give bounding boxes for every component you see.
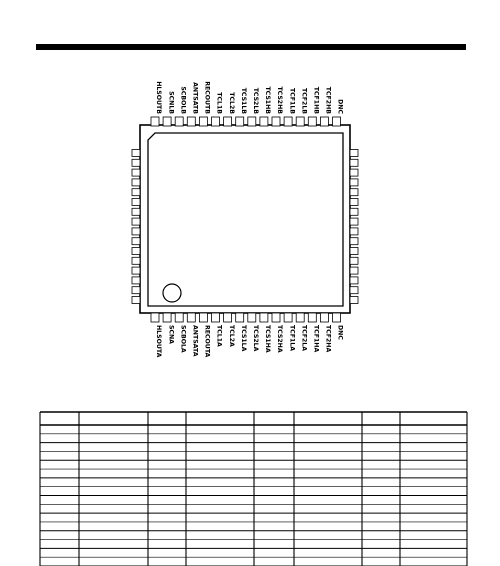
bottom-pin-row	[151, 313, 344, 358]
top-pin	[224, 117, 232, 126]
bottom-pin	[199, 313, 207, 322]
bottom-pin-label: TCF1LA	[288, 325, 296, 352]
bottom-pin-label: TCS1HA	[264, 325, 272, 353]
top-pin-label: TCF1HB	[312, 86, 320, 114]
bottom-pin-label: HLSOUTA	[155, 325, 163, 358]
left-pin	[132, 287, 140, 294]
top-pin-label: TCS1HB	[264, 86, 272, 114]
bottom-pin	[272, 313, 280, 322]
left-pin	[132, 248, 140, 255]
bottom-pin-label: SCBOLA	[179, 325, 187, 353]
left-pin	[132, 179, 140, 186]
bottom-pin-label: TCS1LA	[239, 325, 247, 352]
bottom-pin-label: TCF2LA	[300, 325, 308, 352]
right-pin	[350, 159, 358, 166]
top-pin	[199, 117, 207, 126]
bottom-pin	[320, 313, 328, 322]
bottom-pin	[284, 313, 292, 322]
left-pin-column	[132, 150, 140, 304]
top-pin-row	[151, 81, 344, 126]
bottom-pin-label: TCS2LA	[252, 325, 259, 352]
bottom-pin	[151, 313, 159, 322]
bottom-pin	[236, 313, 244, 322]
chip-body	[140, 125, 350, 313]
top-pin-label: TCS1LB	[239, 87, 247, 114]
bottom-pin	[224, 313, 232, 322]
top-pin	[151, 117, 159, 126]
bottom-pin-label: TCF1HA	[312, 325, 320, 353]
bottom-pin-label: SCNA	[167, 325, 175, 344]
left-pin	[132, 228, 140, 235]
right-pin	[350, 218, 358, 225]
top-pin-label: TCF2HB	[324, 86, 332, 114]
left-pin	[132, 277, 140, 284]
top-pin-label: SCBOLB	[179, 86, 187, 114]
top-pin	[308, 117, 316, 126]
top-pin-label: HLSOUTB	[155, 81, 163, 114]
right-pin	[350, 277, 358, 284]
bottom-pin	[260, 313, 268, 322]
bottom-pin-label: ANTSATA	[191, 325, 199, 357]
left-pin	[132, 208, 140, 215]
bottom-pin-label: TCL2A	[227, 325, 235, 347]
right-pin	[350, 238, 358, 245]
top-pin-label: TCF2LB	[300, 88, 308, 114]
top-pin	[163, 117, 171, 126]
right-pin	[350, 208, 358, 215]
top-pin-label: ANTSATB	[191, 82, 199, 114]
left-pin	[132, 238, 140, 245]
top-pin-label: DNC	[336, 99, 344, 114]
bottom-pin	[212, 313, 220, 322]
left-pin	[132, 218, 140, 225]
right-pin-column	[350, 150, 358, 304]
right-pin	[350, 297, 358, 304]
right-pin	[350, 199, 358, 206]
top-pin-label: SCNLB	[167, 91, 175, 114]
bottom-pin	[333, 313, 341, 322]
top-pin	[187, 117, 195, 126]
right-pin	[350, 189, 358, 196]
top-pin	[333, 117, 341, 126]
top-pin-label: TCS2HB	[276, 86, 284, 114]
right-pin	[350, 257, 358, 264]
bottom-pin	[175, 313, 183, 322]
top-pin	[248, 117, 256, 126]
bottom-pin	[187, 313, 195, 322]
right-pin	[350, 150, 358, 157]
bottom-pin-label: TCF2HA	[324, 325, 332, 353]
top-pin	[260, 117, 268, 126]
left-pin	[132, 257, 140, 264]
top-pin	[284, 117, 292, 126]
top-pin	[296, 117, 304, 126]
bottom-pin	[248, 313, 256, 322]
left-pin	[132, 199, 140, 206]
left-pin	[132, 267, 140, 274]
right-pin	[350, 267, 358, 274]
top-pin-label: TCS2LB	[252, 87, 259, 114]
right-pin	[350, 179, 358, 186]
top-pin	[320, 117, 328, 126]
bottom-pin	[163, 313, 171, 322]
right-pin	[350, 248, 358, 255]
top-pin-label: TCF1LB	[288, 88, 296, 114]
top-pin-label: RECOUTB	[203, 81, 211, 114]
right-pin	[350, 228, 358, 235]
left-pin	[132, 159, 140, 166]
bottom-pin-label: TCL1A	[215, 325, 223, 347]
left-pin	[132, 169, 140, 176]
bottom-pin	[296, 313, 304, 322]
top-pin	[212, 117, 220, 126]
right-pin	[350, 169, 358, 176]
top-pin	[175, 117, 183, 126]
bottom-pin-label: RECOUTA	[203, 325, 211, 358]
bottom-pin-label: TCS2HA	[276, 325, 284, 353]
bottom-pin-label: DNC	[336, 325, 344, 340]
top-pin-label: TCL2B	[227, 92, 235, 114]
right-pin	[350, 287, 358, 294]
top-pin	[272, 117, 280, 126]
top-pin-label: TCL1B	[215, 92, 223, 114]
top-pin	[236, 117, 244, 126]
left-pin	[132, 189, 140, 196]
bottom-pin	[308, 313, 316, 322]
left-pin	[132, 297, 140, 304]
left-pin	[132, 150, 140, 157]
